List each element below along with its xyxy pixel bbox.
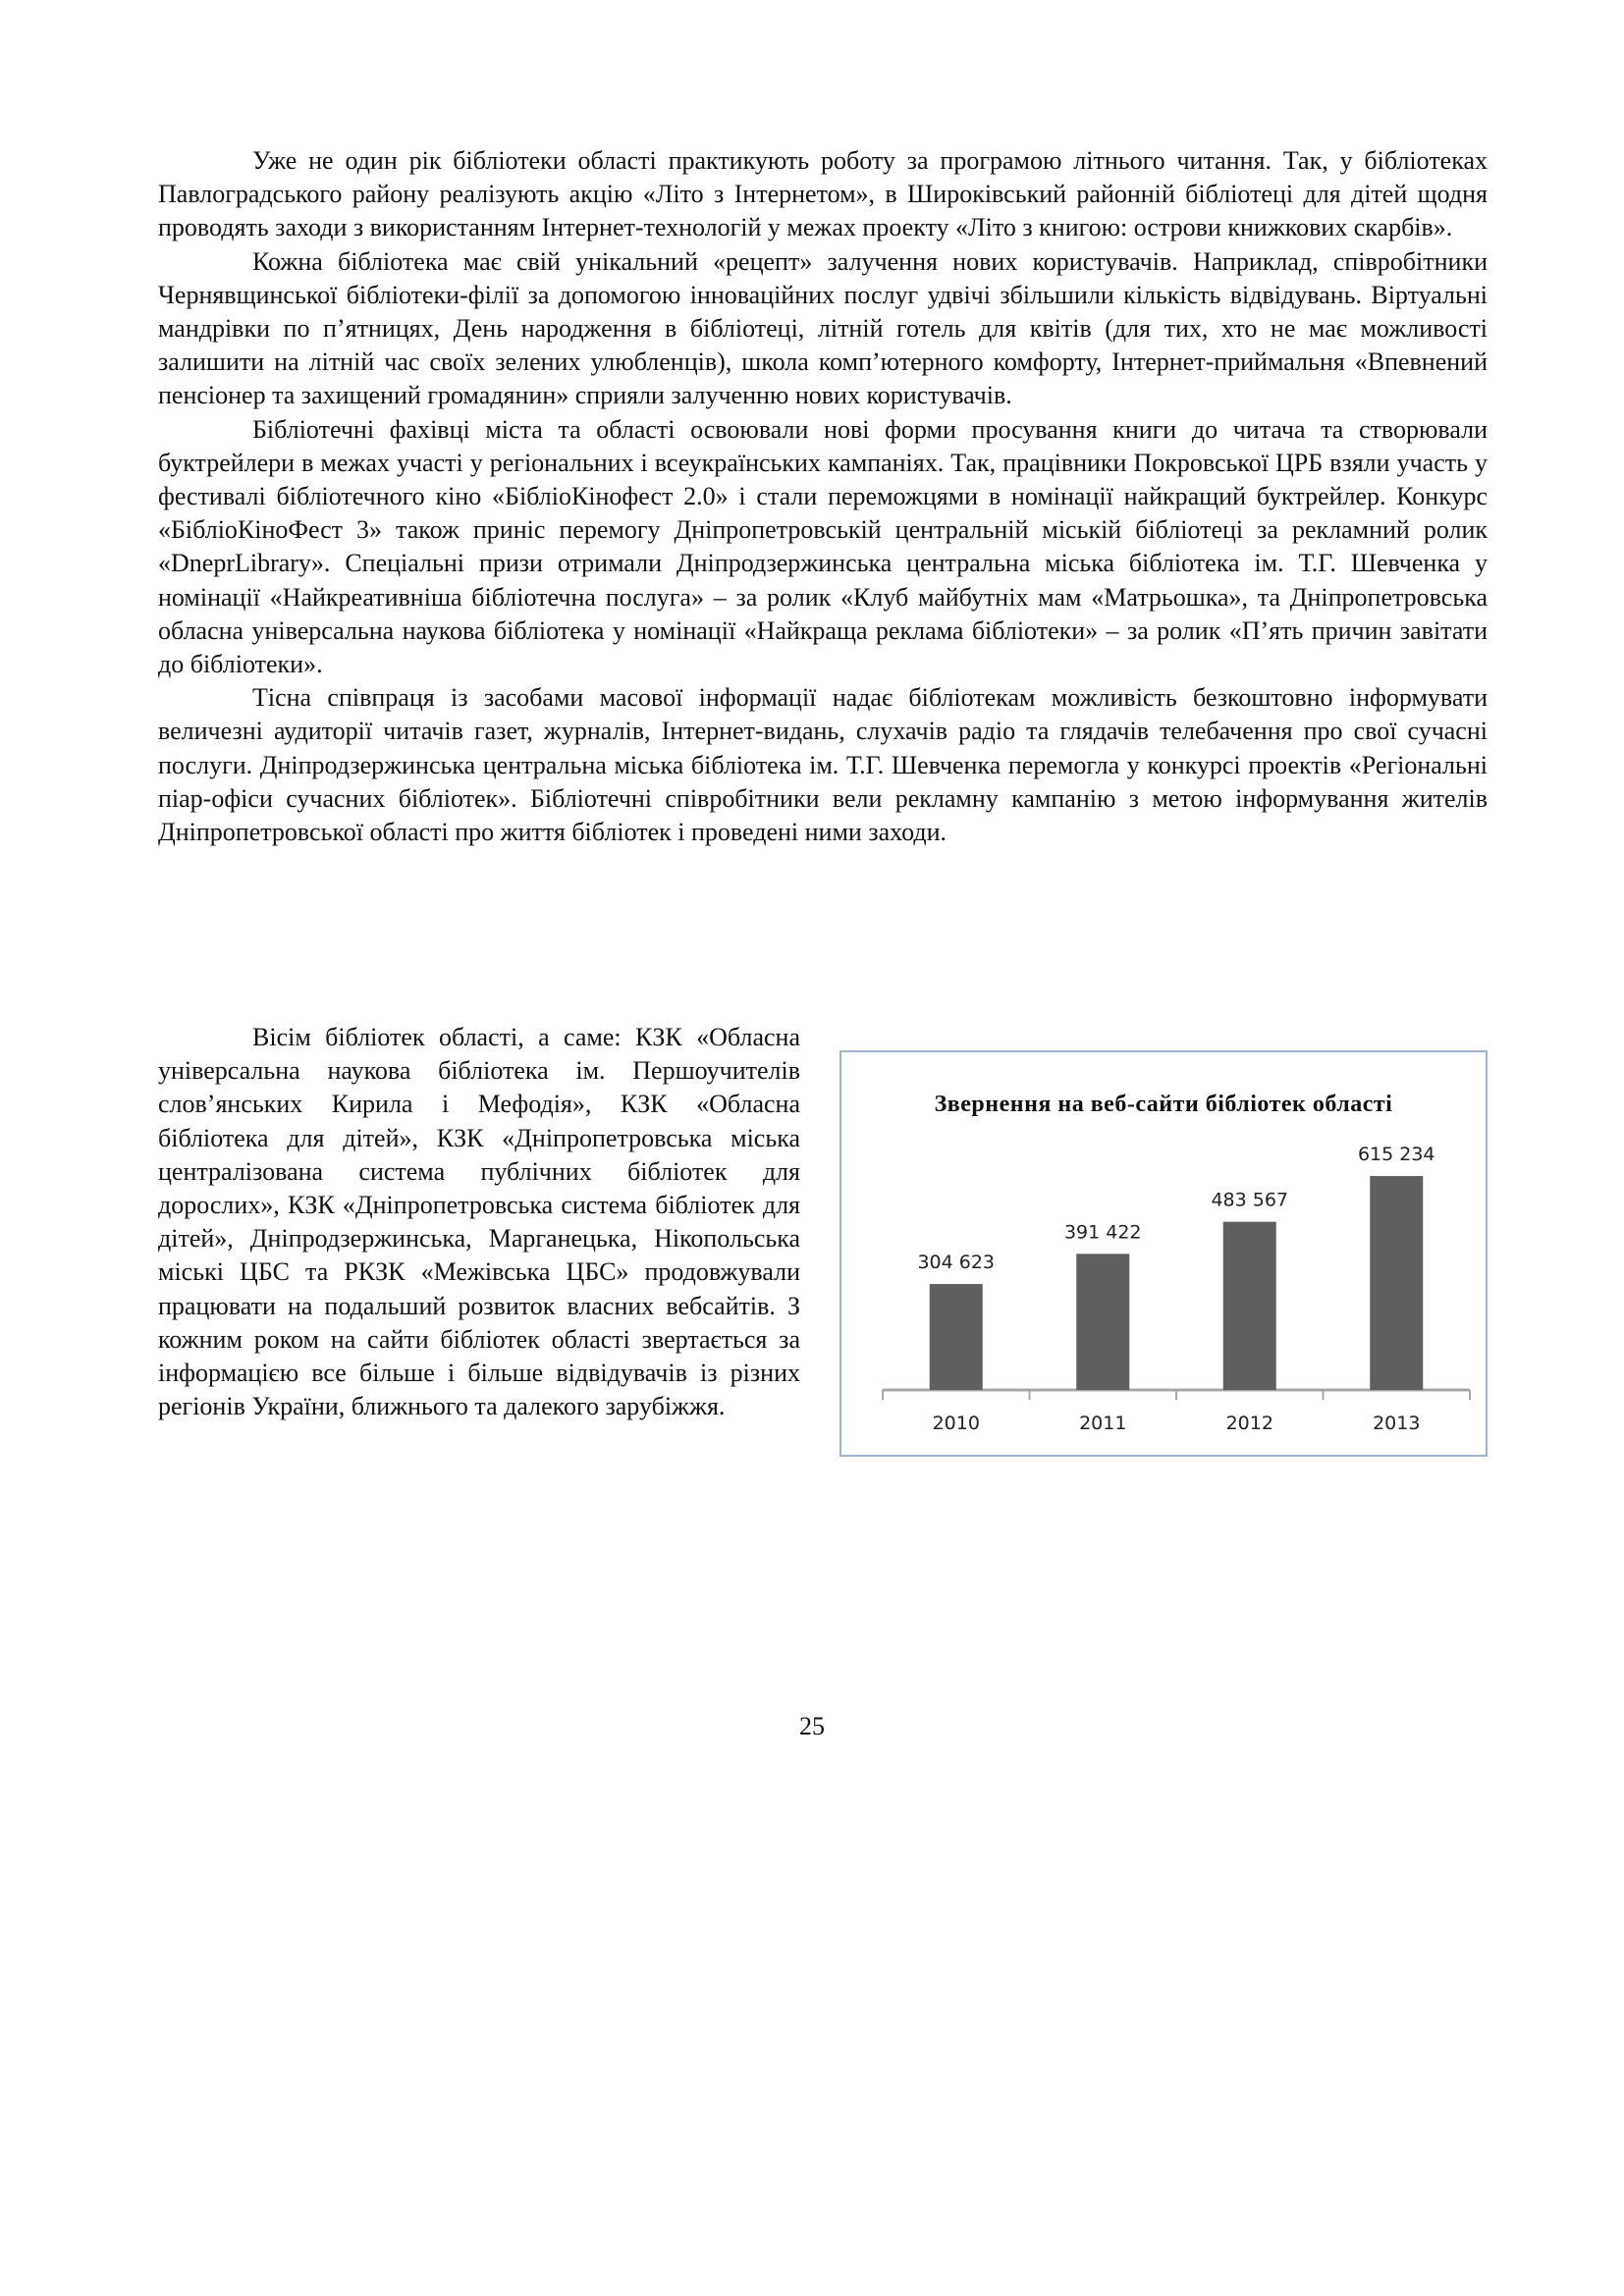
x-tick-label-2011: 2011 <box>1079 1413 1127 1434</box>
chart-title: Звернення на веб-сайти бібліотек області <box>934 1092 1393 1117</box>
paragraph-websites: Вісім бібліотек області, а саме: КЗК «Обласна універсальна наукова бібліотека ім. Першоучителів слов’янських Кирила і Мефодія», КЗК «Обласна бібліотека для дітей», КЗК «Дніпропетровська міська централізована система публічних бібліотек для дорослих», КЗК «Дніпропетровська система бібліотек для дітей», Дніпродзержинська, Марганецька, Нікопольська міські ЦБС та РКЗК «Межівська ЦБС» продовжували працювати на подальший розвиток власних вебсайтів. З кожним роком на сайти бібліотек області звертається за інформацією все більше і більше відвідувачів із різних регіонів України, ближнього та далекого зарубіжжя. <box>158 1023 800 1421</box>
paragraph-new-users: Кожна бібліотека має свій унікальний «рецепт» залучення нових користувачів. Наприклад, співробітники Чернявщинської бібліотеки-філії за допомогою інноваційних послуг удвічі збільшили кількість відвідувань. Віртуальні мандрівки по п’ятницях, День народження в бібліотеці, літній готель для квітів (для тих, хто не має можливості залишити на літній час своїх зелених улюбленців), школа комп’ютерного комфорту, Інтернет-приймальня «Впевнений пенсіонер та захищений громадянин» сприяли залученню нових користувачів. <box>158 246 1488 410</box>
upper-text-block <box>158 144 1488 849</box>
bar-2012 <box>1223 1222 1276 1390</box>
paragraph-summer-reading: Уже не один рік бібліотеки області практикують роботу за програмою літнього читання. Так, у бібліотеках Павлоградського району реалізують акцію «Літо з Інтернетом», в Широківський районній бібліотеці для дітей щодня проводять заходи з використанням Інтернет-технологій у межах проекту «Літо з книгою: острови книжкових скарбів». <box>158 146 1488 242</box>
chart-canvas <box>841 1052 1486 1455</box>
paragraph-media: Тісна співпраця із засобами масової інформації надає бібліотекам можливість безкоштовно інформувати величезні аудиторії читачів газет, журналів, Інтернет-видань, слухачів радіо та глядачів телебачення про свої сучасні послуги. Дніпродзержинська центральна міська бібліотека ім. Т.Г. Шевченка перемогла у конкурсі проектів «Регіональні піар-офіси сучасних бібліотек». Бібліотечні співробітники вели рекламну кампанію з метою інформування жителів Дніпропетровської області про життя бібліотек і проведені ними заходи. <box>158 683 1488 847</box>
bar-2010 <box>930 1284 983 1390</box>
bar-2013 <box>1370 1176 1423 1390</box>
paragraph-booktrailers: Бібліотечні фахівці міста та області освоювали нові форми просування книги до читача та створювали буктрейлери в межах участі у регіональних і всеукраїнських кампаніях. Так, працівники Покровської ЦРБ взяли участь у фестивалі бібліотечного кіно «БібліоКінофест 2.0» і стали переможцями в номінації найкращий буктрейлер. Конкурс «БібліоКіноФест 3» також приніс перемогу Дніпропетровській центральній міській бібліотеці за рекламний ролик «DneprLibrary». Спеціальні призи отримали Дніпродзержинська центральна міська бібліотека ім. Т.Г. Шевченка у номінації «Найкреативніша бібліотечна послуга» – за ролик «Клуб майбутніх мам «Матрьошка», та Дніпропетровська обласна універсальна наукова бібліотека у номінації «Найкраща реклама бібліотеки» – за ролик «П’ять причин завітати до бібліотеки». <box>158 414 1488 679</box>
data-label-2013: 615 234 <box>1357 1144 1435 1166</box>
data-label-2010: 304 623 <box>917 1252 996 1274</box>
data-label-2011: 391 422 <box>1063 1221 1142 1244</box>
page-number: 25 <box>799 1712 825 1740</box>
x-tick-label-2010: 2010 <box>932 1413 980 1434</box>
bar-2011 <box>1076 1254 1129 1390</box>
x-tick-label-2012: 2012 <box>1225 1413 1273 1434</box>
website-visits-chart <box>839 1050 1488 1457</box>
lower-text-block <box>158 1021 1488 1463</box>
x-tick-label-2013: 2013 <box>1373 1413 1421 1434</box>
data-label-2012: 483 567 <box>1211 1189 1289 1211</box>
